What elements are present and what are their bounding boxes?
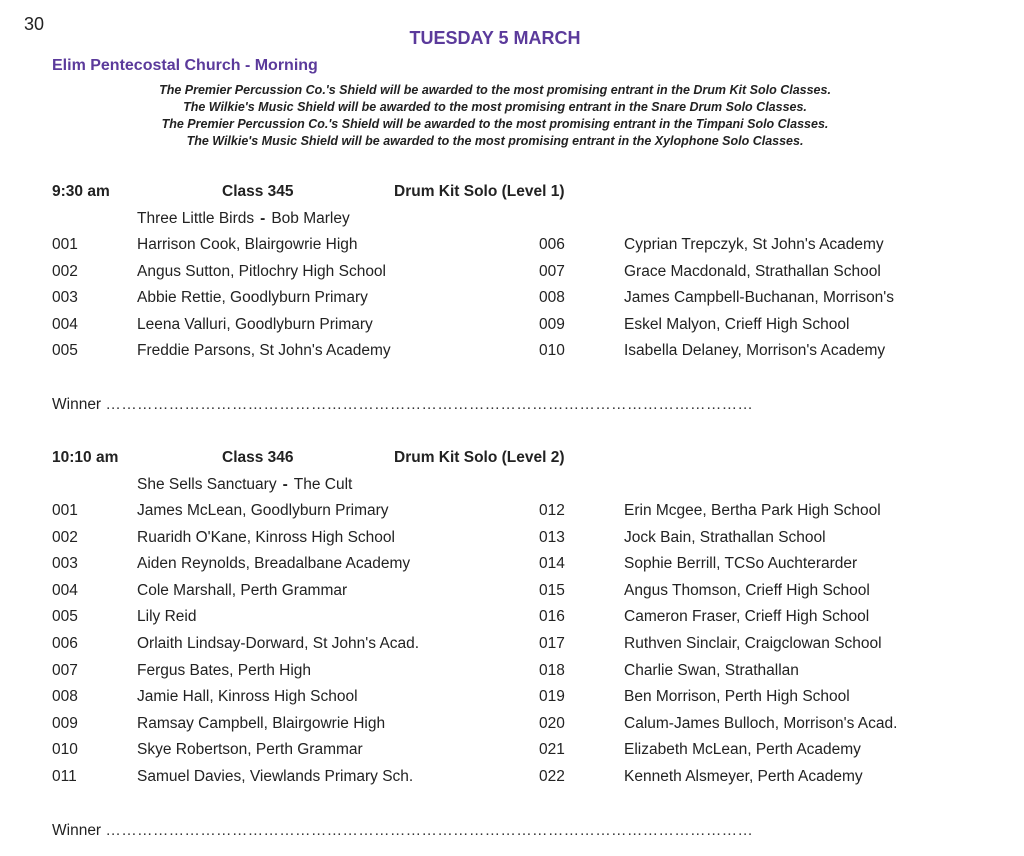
entrant-number: 018 (539, 661, 565, 679)
entrant-name: Elizabeth McLean, Perth Academy (624, 741, 861, 759)
day-title: TUESDAY 5 MARCH (409, 28, 581, 48)
class-name: Drum Kit Solo (Level 1) (394, 183, 565, 200)
entrant-name: Ruthven Sinclair, Craigclowan School (624, 634, 882, 652)
entrant-number: 015 (539, 581, 565, 599)
entrant-number: 014 (539, 555, 565, 573)
entrant-number: 004 (52, 581, 78, 599)
entrant-number: 008 (52, 688, 78, 706)
winner-line-346[interactable] (52, 822, 753, 840)
entrant-number: 011 (52, 767, 77, 785)
entrant-name: Jamie Hall, Kinross High School (137, 688, 358, 706)
entrant-name: Skye Robertson, Perth Grammar (137, 741, 363, 759)
entrant-number: 001 (52, 502, 78, 519)
class-time: 9:30 am (52, 183, 110, 200)
entrant-number: 009 (539, 315, 565, 333)
winner-blank: …………………………………………………………………………………………………………… (105, 396, 754, 413)
entrant-name: Angus Thomson, Crieff High School (624, 581, 870, 599)
venue-heading: Elim Pentecostal Church - Morning (52, 57, 318, 74)
entrant-name: Cyprian Trepczyk, St John's Academy (624, 236, 884, 253)
page-number: 30 (24, 14, 45, 34)
entrant-name: Aiden Reynolds, Breadalbane Academy (137, 555, 411, 573)
entrant-number: 022 (539, 767, 565, 785)
entrant-number: 005 (52, 342, 78, 360)
entrant-name: James Campbell-Buchanan, Morrison's (624, 289, 895, 307)
entrant-number: 005 (52, 608, 78, 626)
entrant-name: Abbie Rettie, Goodlyburn Primary (137, 289, 368, 307)
entrant-name: Kenneth Alsmeyer, Perth Academy (624, 767, 863, 785)
entrant-name: Charlie Swan, Strathallan (624, 661, 799, 679)
class-name: Drum Kit Solo (Level 2) (394, 449, 565, 466)
entrant-number: 001 (52, 236, 78, 253)
entrant-number: 006 (52, 634, 78, 652)
entrant-number: 007 (539, 262, 565, 280)
entrant-number: 016 (539, 608, 565, 626)
winner-blank: …………………………………………………………………………………………………………… (105, 822, 754, 839)
piece-title: She Sells Sanctuary (137, 476, 277, 493)
entrant-number: 020 (539, 714, 565, 732)
entrant-name: Angus Sutton, Pitlochry High School (137, 262, 386, 280)
award-note: The Wilkie's Music Shield will be awarded to the most promising entrant in the Xylophone Solo Classes. (186, 134, 804, 148)
award-note: The Premier Percussion Co.'s Shield will be awarded to the most promising entrant in the Drum Kit Solo Classes. (159, 83, 831, 97)
entrant-number: 019 (539, 688, 565, 706)
entrant-name: Sophie Berrill, TCSo Auchterarder (624, 555, 858, 573)
entrant-number: 009 (52, 714, 78, 732)
entrant-name: Freddie Parsons, St John's Academy (137, 342, 391, 360)
set-piece (137, 476, 352, 494)
entrant-number: 003 (52, 555, 78, 573)
entrant-name: Calum-James Bulloch, Morrison's Acad. (624, 714, 898, 732)
entrant-name: Lily Reid (137, 608, 197, 626)
piece-title: Three Little Birds (137, 210, 255, 227)
winner-label: Winner (52, 822, 102, 839)
entrant-number: 013 (539, 528, 565, 546)
entrant-number: 002 (52, 528, 78, 546)
piece-separator: - (282, 476, 288, 493)
entrant-name: Ben Morrison, Perth High School (624, 688, 850, 706)
entrant-name: Leena Valluri, Goodlyburn Primary (137, 315, 373, 333)
entrant-name: Isabella Delaney, Morrison's Academy (624, 342, 886, 360)
entrant-name: Eskel Malyon, Crieff High School (624, 315, 850, 333)
entrant-name: Erin Mcgee, Bertha Park High School (624, 502, 881, 519)
entrant-name: Ruaridh O'Kane, Kinross High School (137, 528, 395, 546)
entrant-number: 012 (539, 502, 565, 519)
entrant-number: 007 (52, 661, 78, 679)
entrant-number: 003 (52, 289, 78, 307)
award-note: The Wilkie's Music Shield will be awarded to the most promising entrant in the Snare Drum Solo Classes. (183, 100, 807, 114)
entrant-number: 010 (52, 741, 78, 759)
entrant-number: 006 (539, 236, 565, 253)
entrant-name: Orlaith Lindsay-Dorward, St John's Acad. (137, 634, 420, 652)
entrant-name: Samuel Davies, Viewlands Primary Sch. (137, 767, 414, 785)
entrant-name: James McLean, Goodlyburn Primary (137, 502, 389, 519)
class-number: Class 346 (222, 449, 294, 466)
entrant-name: Ramsay Campbell, Blairgowrie High (137, 714, 386, 732)
entrant-name: Cameron Fraser, Crieff High School (624, 608, 870, 626)
class-time: 10:10 am (52, 449, 119, 466)
piece-separator: - (260, 210, 266, 227)
entrant-number: 008 (539, 289, 565, 307)
winner-line-345[interactable] (52, 396, 753, 414)
entrant-number: 017 (539, 634, 565, 652)
entrant-name: Fergus Bates, Perth High (137, 661, 312, 679)
entrant-name: Harrison Cook, Blairgowrie High (137, 236, 358, 253)
entrant-number: 010 (539, 342, 565, 360)
piece-artist: Bob Marley (271, 210, 350, 227)
entrant-name: Grace Macdonald, Strathallan School (624, 262, 881, 280)
set-piece (137, 210, 350, 228)
entrant-number: 021 (539, 741, 565, 759)
entrant-number: 002 (52, 262, 78, 280)
award-notes (0, 82, 990, 150)
entrant-name: Jock Bain, Strathallan School (624, 528, 826, 546)
piece-artist: The Cult (293, 476, 353, 493)
entrant-number: 004 (52, 315, 78, 333)
winner-label: Winner (52, 396, 102, 413)
class-number: Class 345 (222, 183, 294, 200)
award-note: The Premier Percussion Co.'s Shield will be awarded to the most promising entrant in the Timpani Solo Classes. (161, 117, 829, 131)
entrant-name: Cole Marshall, Perth Grammar (137, 581, 348, 599)
